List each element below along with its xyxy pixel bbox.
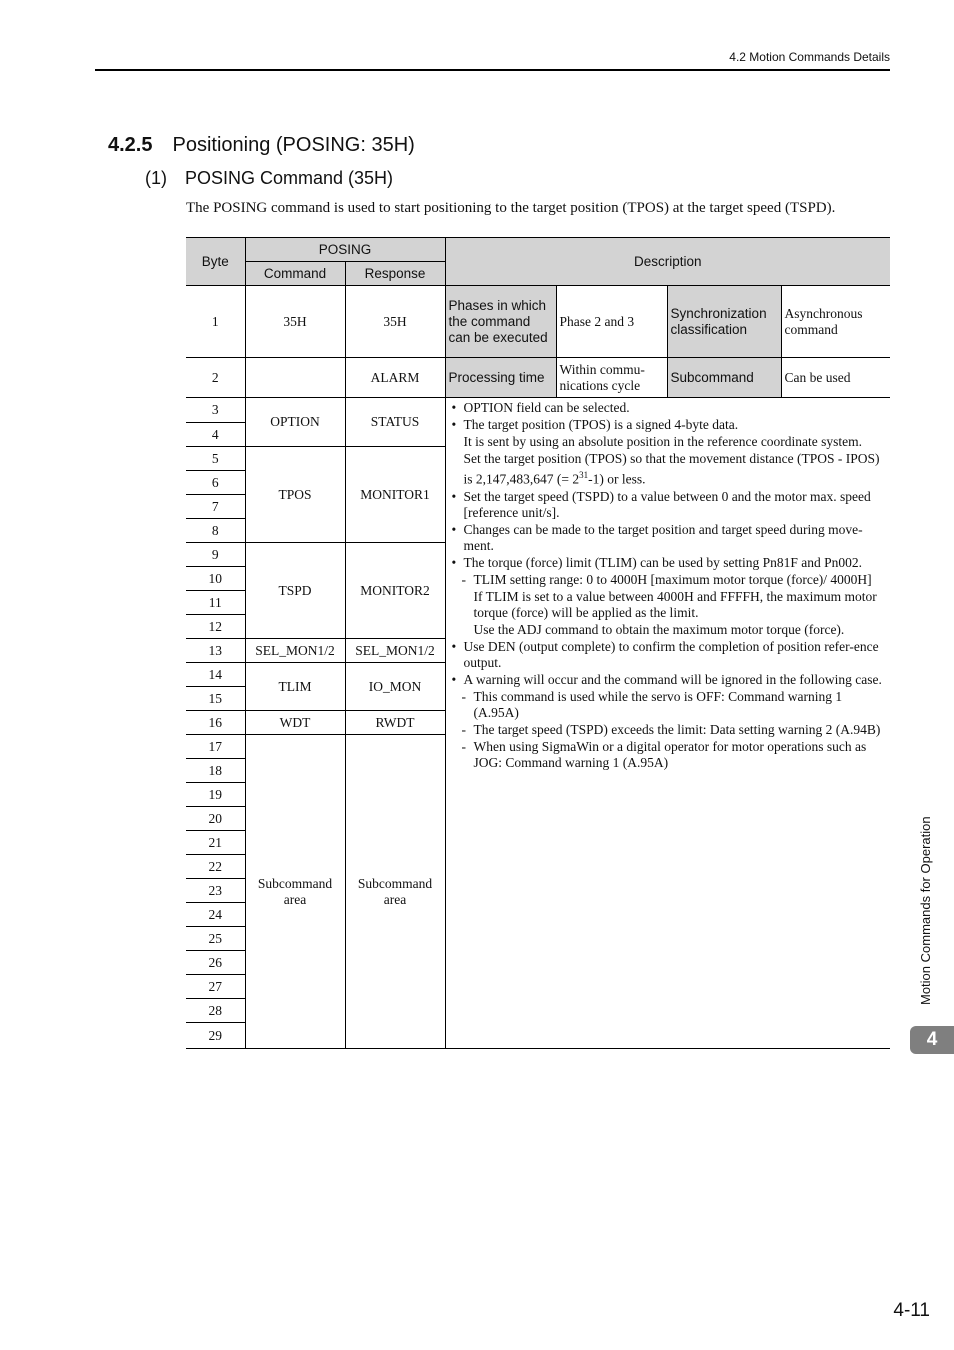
command-cell bbox=[245, 358, 345, 398]
desc-dash-item: - This command is used while the servo is OFF: Command warning 1 (A.95A) bbox=[452, 689, 887, 721]
response-cell: ALARM bbox=[345, 358, 445, 398]
subcommand-value: Can be used bbox=[781, 358, 890, 398]
byte-cell: 14 bbox=[186, 663, 245, 687]
header-description: Description bbox=[445, 238, 890, 286]
subsection-heading bbox=[145, 168, 393, 189]
desc-dash-item: - When using SigmaWin or a digital operator for motor operations such as JOG: Command warning 1 (A.95A) bbox=[452, 739, 887, 771]
sync-value: Asynchronous command bbox=[781, 286, 890, 358]
byte-cell: 22 bbox=[186, 855, 245, 879]
byte-cell: 4 bbox=[186, 423, 245, 447]
desc-continuation: If TLIM is set to a value between 4000H and FFFFH, the maximum motor torque (force) will be applied as the limit. bbox=[473, 588, 877, 620]
byte-cell: 29 bbox=[186, 1023, 245, 1049]
field-io-mon: IO_MON bbox=[345, 663, 445, 711]
byte-cell: 26 bbox=[186, 951, 245, 975]
byte-cell: 1 bbox=[186, 286, 245, 358]
field-tspd: TSPD bbox=[245, 543, 345, 639]
response-cell: 35H bbox=[345, 286, 445, 358]
byte-cell: 2 bbox=[186, 358, 245, 398]
section-heading bbox=[108, 134, 415, 157]
processing-time-label: Processing time bbox=[445, 358, 556, 398]
byte-cell: 10 bbox=[186, 567, 245, 591]
subsection-number: (1) bbox=[145, 168, 167, 188]
field-tlim: TLIM bbox=[245, 663, 345, 711]
field-monitor1: MONITOR1 bbox=[345, 447, 445, 543]
byte-cell: 6 bbox=[186, 471, 245, 495]
byte-cell: 12 bbox=[186, 615, 245, 639]
byte-cell: 3 bbox=[186, 398, 245, 423]
byte-cell: 16 bbox=[186, 711, 245, 735]
page-number: 4-11 bbox=[893, 1300, 930, 1321]
desc-bullet: • The target position (TPOS) is a signed 4-byte data. bbox=[452, 417, 887, 433]
byte-cell: 27 bbox=[186, 975, 245, 999]
field-subcommand-command: Subcommand area bbox=[245, 735, 345, 1049]
field-subcommand-response: Subcommand area bbox=[345, 735, 445, 1049]
section-number: 4.2.5 bbox=[108, 134, 153, 156]
byte-cell: 11 bbox=[186, 591, 245, 615]
processing-time-value: Within commu-nications cycle bbox=[556, 358, 667, 398]
byte-cell: 15 bbox=[186, 687, 245, 711]
posing-command-table bbox=[186, 237, 890, 1049]
command-cell: 35H bbox=[245, 286, 345, 358]
desc-dash-item: - TLIM setting range: 0 to 4000H [maximum motor torque (force)/ 4000H] bbox=[452, 572, 887, 588]
byte-cell: 8 bbox=[186, 519, 245, 543]
header-byte: Byte bbox=[186, 238, 245, 286]
subcommand-label: Subcommand bbox=[667, 358, 781, 398]
byte-cell: 20 bbox=[186, 807, 245, 831]
byte-cell: 17 bbox=[186, 735, 245, 759]
field-wdt: WDT bbox=[245, 711, 345, 735]
header-rule bbox=[95, 69, 890, 71]
field-sel-mon-command: SEL_MON1/2 bbox=[245, 639, 345, 663]
byte-cell: 13 bbox=[186, 639, 245, 663]
byte-cell: 9 bbox=[186, 543, 245, 567]
chapter-tab: 4 bbox=[910, 1026, 954, 1054]
field-monitor2: MONITOR2 bbox=[345, 543, 445, 639]
desc-bullet: • The torque (force) limit (TLIM) can be used by setting Pn81F and Pn002. bbox=[452, 555, 887, 571]
phases-label: Phases in which the command can be executed bbox=[445, 286, 556, 358]
field-status: STATUS bbox=[345, 398, 445, 447]
byte-cell: 18 bbox=[186, 759, 245, 783]
field-tpos: TPOS bbox=[245, 447, 345, 543]
description-cell bbox=[445, 398, 890, 1049]
side-tab-label: Motion Commands for Operation bbox=[918, 816, 933, 1005]
desc-bullet: • Use DEN (output complete) to confirm the completion of position refer-ence output. bbox=[452, 639, 887, 671]
field-sel-mon-response: SEL_MON1/2 bbox=[345, 639, 445, 663]
section-title: Positioning (POSING: 35H) bbox=[172, 134, 415, 156]
header-posing: POSING bbox=[245, 238, 445, 262]
byte-cell: 25 bbox=[186, 927, 245, 951]
byte-cell: 5 bbox=[186, 447, 245, 471]
byte-cell: 21 bbox=[186, 831, 245, 855]
byte-cell: 28 bbox=[186, 999, 245, 1023]
byte-cell: 24 bbox=[186, 903, 245, 927]
desc-bullet: • Set the target speed (TSPD) to a value between 0 and the motor max. speed [reference unit/s]. bbox=[452, 489, 887, 521]
desc-continuation: It is sent by using an absolute position in the reference coordinate system. bbox=[463, 434, 863, 449]
desc-bullet: • Changes can be made to the target position and target speed during move-ment. bbox=[452, 522, 887, 554]
desc-dash-item: - The target speed (TSPD) exceeds the limit: Data setting warning 2 (A.94B) bbox=[452, 722, 887, 738]
phases-value: Phase 2 and 3 bbox=[556, 286, 667, 358]
intro-paragraph: The POSING command is used to start positioning to the target position (TPOS) at the target speed (TSPD). bbox=[186, 200, 836, 216]
header-response: Response bbox=[345, 262, 445, 286]
byte-cell: 7 bbox=[186, 495, 245, 519]
desc-bullet: • OPTION field can be selected. bbox=[452, 400, 887, 416]
running-header: 4.2 Motion Commands Details bbox=[729, 50, 890, 64]
byte-cell: 19 bbox=[186, 783, 245, 807]
header-command: Command bbox=[245, 262, 345, 286]
field-rwdt: RWDT bbox=[345, 711, 445, 735]
desc-continuation: Set the target position (TPOS) so that the movement distance (TPOS - IPOS) is 2,147,483,647 (= $2^{31}-1$) or less. bbox=[463, 451, 880, 487]
subsection-title: POSING Command (35H) bbox=[185, 168, 394, 188]
sync-label: Synchronization classification bbox=[667, 286, 781, 358]
desc-bullet: • A warning will occur and the command will be ignored in the following case. bbox=[452, 672, 887, 688]
field-option: OPTION bbox=[245, 398, 345, 447]
desc-continuation: Use the ADJ command to obtain the maximum motor torque (force). bbox=[473, 621, 845, 637]
byte-cell: 23 bbox=[186, 879, 245, 903]
